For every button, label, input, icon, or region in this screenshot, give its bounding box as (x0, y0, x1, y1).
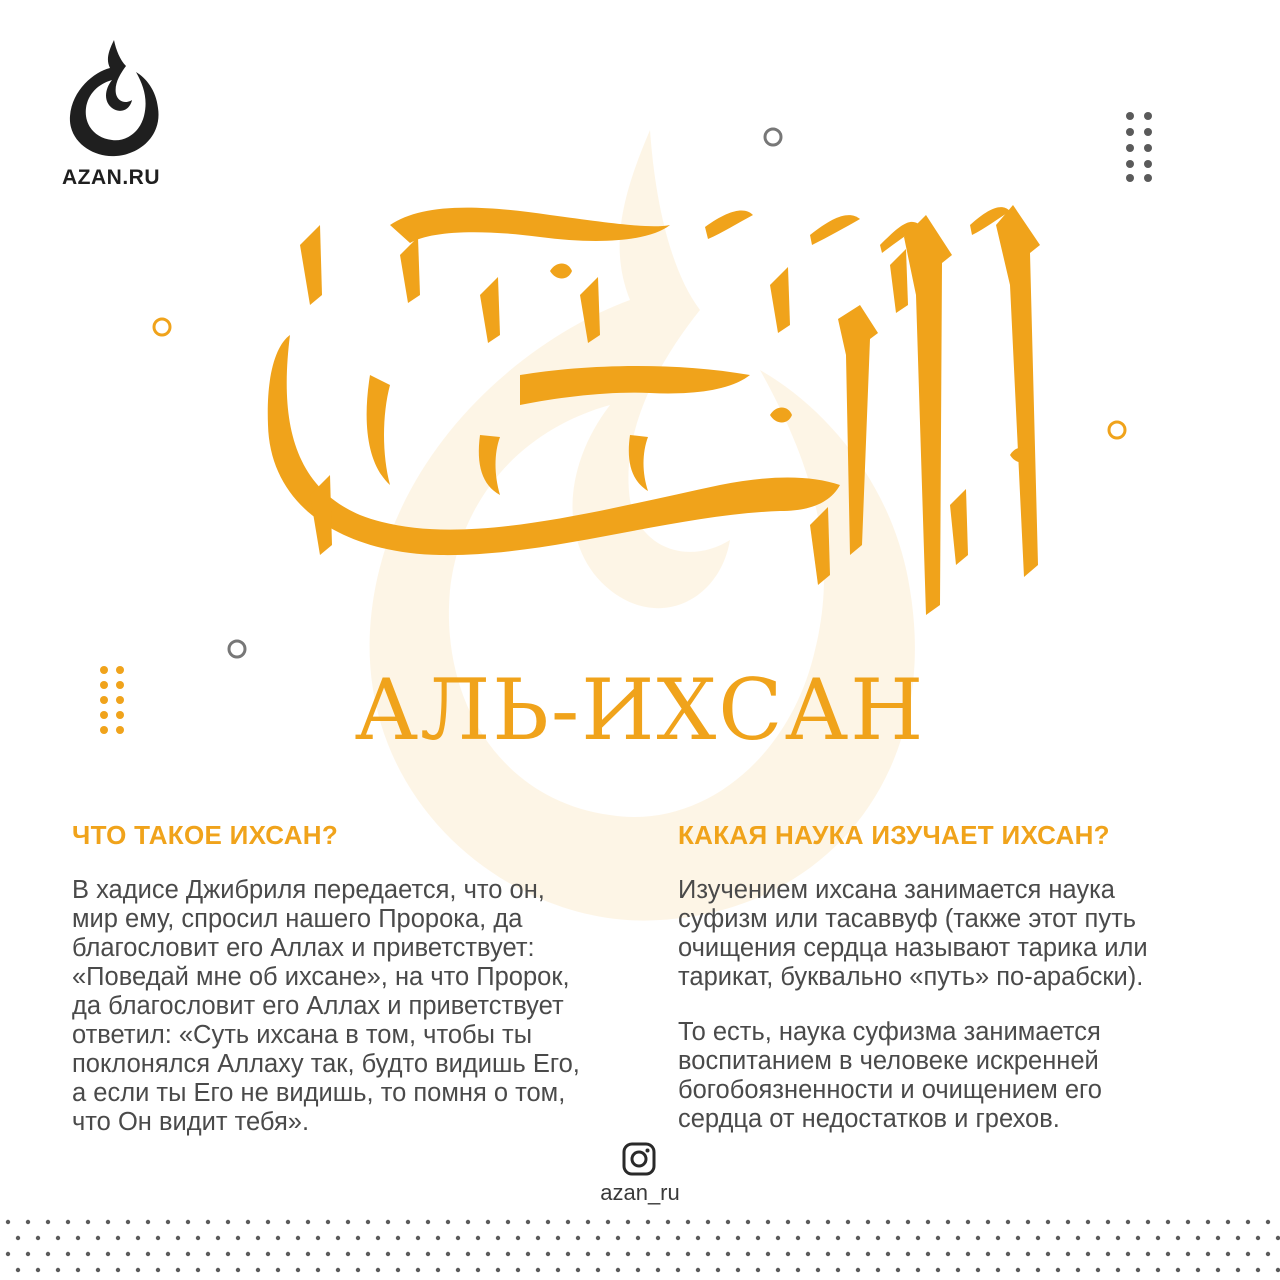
footer-dot (356, 1268, 360, 1272)
footer-dot (636, 1236, 640, 1240)
footer-dot (376, 1236, 380, 1240)
footer-dot (796, 1236, 800, 1240)
footer-dot (266, 1252, 270, 1256)
footer-dot (1176, 1268, 1180, 1272)
footer-dot (126, 1220, 130, 1224)
text-line: «Поведай мне об ихсане», на что Пророк, (72, 963, 570, 991)
footer-dot (896, 1268, 900, 1272)
footer-dot (766, 1252, 770, 1256)
footer-dot (646, 1220, 650, 1224)
footer-dot (976, 1236, 980, 1240)
decorative-circle-icon (1106, 419, 1128, 441)
footer-dot (736, 1268, 740, 1272)
footer-dot (1126, 1252, 1130, 1256)
text-line: благословит его Аллах и приветствует: (72, 934, 535, 962)
section-text-which-science-2 (678, 1018, 1238, 1134)
footer-dot (796, 1268, 800, 1272)
footer-dot (86, 1220, 90, 1224)
footer-dot (546, 1220, 550, 1224)
footer-dot (806, 1252, 810, 1256)
text-line: ответил: «Суть ихсана в том, чтобы ты (72, 1021, 533, 1049)
footer-dot (236, 1268, 240, 1272)
footer-dot (1066, 1252, 1070, 1256)
footer-dot (396, 1268, 400, 1272)
footer-dot (496, 1268, 500, 1272)
footer-dot (386, 1252, 390, 1256)
footer-dot (996, 1268, 1000, 1272)
footer-dot (426, 1252, 430, 1256)
footer-dot (706, 1252, 710, 1256)
footer-dot (1156, 1236, 1160, 1240)
footer-dot (316, 1236, 320, 1240)
footer-dot (516, 1268, 520, 1272)
footer-dot (556, 1268, 560, 1272)
footer-dot (316, 1268, 320, 1272)
footer-dot (596, 1236, 600, 1240)
footer-dot (906, 1252, 910, 1256)
footer-dot (66, 1252, 70, 1256)
footer-dot (736, 1236, 740, 1240)
footer-dot (1106, 1220, 1110, 1224)
footer-dot (846, 1220, 850, 1224)
footer-dot (976, 1268, 980, 1272)
footer-dot (816, 1268, 820, 1272)
footer-dot (1226, 1220, 1230, 1224)
footer-dot (376, 1268, 380, 1272)
footer-dot (526, 1252, 530, 1256)
footer-dot (326, 1252, 330, 1256)
footer-dot (1146, 1252, 1150, 1256)
footer-dot (146, 1220, 150, 1224)
footer-dot (306, 1220, 310, 1224)
footer-dot (536, 1236, 540, 1240)
footer-dot (156, 1236, 160, 1240)
footer-dot (646, 1252, 650, 1256)
footer-dot (966, 1252, 970, 1256)
footer-dot (1046, 1220, 1050, 1224)
footer-dot (66, 1220, 70, 1224)
footer-dot (1026, 1220, 1030, 1224)
footer-dot (476, 1236, 480, 1240)
footer-dot (166, 1220, 170, 1224)
footer-dot (86, 1252, 90, 1256)
footer-dot (1226, 1252, 1230, 1256)
footer-dot (1136, 1236, 1140, 1240)
footer-dot (1146, 1220, 1150, 1224)
footer-dot (1236, 1236, 1240, 1240)
decorative-circle-icon (762, 126, 784, 148)
footer-dot (36, 1236, 40, 1240)
footer-dot (726, 1220, 730, 1224)
footer-dot (1276, 1268, 1280, 1272)
footer-dot (826, 1220, 830, 1224)
footer-dot (716, 1236, 720, 1240)
footer-dot (226, 1220, 230, 1224)
text-line: богобоязненности и очищением его (678, 1076, 1102, 1104)
footer-dot (206, 1252, 210, 1256)
footer-dot (216, 1236, 220, 1240)
footer-dot (346, 1220, 350, 1224)
footer-dot (186, 1252, 190, 1256)
footer-dot (436, 1268, 440, 1272)
footer-dot (296, 1268, 300, 1272)
footer-dot (586, 1252, 590, 1256)
footer-dot (466, 1220, 470, 1224)
footer-dot (786, 1252, 790, 1256)
footer-dot (1026, 1252, 1030, 1256)
footer-dot (416, 1236, 420, 1240)
footer-dot (236, 1236, 240, 1240)
footer-dot (276, 1236, 280, 1240)
footer-dot (956, 1236, 960, 1240)
footer-dot (966, 1220, 970, 1224)
footer-dot (1156, 1268, 1160, 1272)
footer-dot (486, 1220, 490, 1224)
footer-dot (6, 1220, 10, 1224)
footer-dot (346, 1252, 350, 1256)
decorative-dots-footer (0, 1210, 1280, 1280)
footer-dot (146, 1252, 150, 1256)
footer-dot (606, 1252, 610, 1256)
decorative-circle-icon (151, 316, 173, 338)
footer-dot (606, 1220, 610, 1224)
footer-dot (886, 1252, 890, 1256)
text-line: очищения сердца называют тарика или (678, 934, 1148, 962)
footer-dot (756, 1236, 760, 1240)
footer-dot (876, 1268, 880, 1272)
footer-dot (746, 1252, 750, 1256)
footer-dot (1136, 1268, 1140, 1272)
footer-dot (516, 1236, 520, 1240)
footer-dot (656, 1236, 660, 1240)
footer-dot (1086, 1252, 1090, 1256)
footer-dot (1126, 1220, 1130, 1224)
footer-dot (1196, 1236, 1200, 1240)
footer-dot (126, 1252, 130, 1256)
footer-dot (1256, 1268, 1260, 1272)
footer-dot (166, 1252, 170, 1256)
text-line: суфизм или тасаввуф (также этот путь (678, 905, 1137, 933)
footer-dot (1166, 1252, 1170, 1256)
footer-dot (926, 1220, 930, 1224)
footer-dot (936, 1268, 940, 1272)
footer-dot (416, 1268, 420, 1272)
footer-dot (586, 1220, 590, 1224)
footer-dot (1216, 1236, 1220, 1240)
footer-dot (176, 1268, 180, 1272)
footer-dot (396, 1236, 400, 1240)
footer-dot (556, 1236, 560, 1240)
footer-dot (1086, 1220, 1090, 1224)
footer-dot (186, 1220, 190, 1224)
footer-dot (696, 1236, 700, 1240)
footer-dot (326, 1220, 330, 1224)
footer-dot (1246, 1220, 1250, 1224)
footer-dot (16, 1268, 20, 1272)
footer-dot (1096, 1268, 1100, 1272)
footer-dot (836, 1236, 840, 1240)
footer-dot (46, 1220, 50, 1224)
footer-dot (286, 1252, 290, 1256)
footer-dot (56, 1268, 60, 1272)
footer-dot (1196, 1268, 1200, 1272)
footer-dot (1066, 1220, 1070, 1224)
footer-dot (1116, 1268, 1120, 1272)
footer-dot (626, 1252, 630, 1256)
footer-dot (756, 1268, 760, 1272)
footer-dot (356, 1236, 360, 1240)
footer-dot (886, 1220, 890, 1224)
decorative-circle-icon (226, 638, 248, 660)
footer-dot (386, 1220, 390, 1224)
footer-dot (56, 1236, 60, 1240)
footer-dot (106, 1220, 110, 1224)
footer-dot (936, 1236, 940, 1240)
section-heading-what-is-ihsan: ЧТО ТАКОЕ ИХСАН? (72, 820, 339, 850)
footer-dot (806, 1220, 810, 1224)
text-line: сердца от недостатков и грехов. (678, 1105, 1060, 1133)
footer-dot (6, 1252, 10, 1256)
footer-dot (1016, 1236, 1020, 1240)
footer-dot (406, 1220, 410, 1224)
footer-dot (76, 1236, 80, 1240)
footer-dot (1096, 1236, 1100, 1240)
footer-dot (906, 1220, 910, 1224)
footer-dot (336, 1236, 340, 1240)
footer-dot (446, 1252, 450, 1256)
footer-dot (486, 1252, 490, 1256)
text-line: поклонялся Аллаху так, будто видишь Его, (72, 1050, 580, 1078)
footer-dot (366, 1220, 370, 1224)
footer-dot (686, 1252, 690, 1256)
text-line: Изучением ихсана занимается наука (678, 876, 1115, 904)
footer-dot (926, 1252, 930, 1256)
instagram-handle[interactable]: azan_ru (600, 1180, 680, 1205)
footer-dot (1116, 1236, 1120, 1240)
text-line: а если ты Его не видишь, то помня о том, (72, 1079, 566, 1107)
text-line: да благословит его Аллах и приветствует (72, 992, 564, 1020)
footer-dot (16, 1236, 20, 1240)
footer-dot (256, 1268, 260, 1272)
footer-dot (256, 1236, 260, 1240)
decorative-dots-grid (1124, 110, 1156, 184)
footer-dot (1056, 1236, 1060, 1240)
footer-dot (26, 1220, 30, 1224)
footer-dot (536, 1268, 540, 1272)
footer-dot (946, 1220, 950, 1224)
footer-dot (676, 1268, 680, 1272)
footer-dot (776, 1268, 780, 1272)
footer-dot (526, 1220, 530, 1224)
footer-dot (706, 1220, 710, 1224)
footer-dot (866, 1252, 870, 1256)
footer-dot (1046, 1252, 1050, 1256)
section-text-what-is-ihsan (72, 876, 662, 1137)
footer-dot (576, 1236, 580, 1240)
footer-dot (286, 1220, 290, 1224)
footer-dot (506, 1252, 510, 1256)
text-line: воспитанием в человеке искренней (678, 1047, 1099, 1075)
footer-dot (1006, 1252, 1010, 1256)
footer-dot (986, 1220, 990, 1224)
footer-dot (246, 1252, 250, 1256)
footer-dot (836, 1268, 840, 1272)
footer-dot (1036, 1236, 1040, 1240)
footer-dot (1056, 1268, 1060, 1272)
footer-dot (786, 1220, 790, 1224)
azan-logo-icon (64, 38, 164, 160)
footer-dot (26, 1252, 30, 1256)
footer-dot (1016, 1268, 1020, 1272)
footer-dot (366, 1252, 370, 1256)
footer-dot (1276, 1236, 1280, 1240)
footer-dot (306, 1252, 310, 1256)
footer-dot (176, 1236, 180, 1240)
footer-dot (246, 1220, 250, 1224)
footer-dot (116, 1268, 120, 1272)
footer-dot (946, 1252, 950, 1256)
footer-dot (1076, 1236, 1080, 1240)
footer-dot (336, 1268, 340, 1272)
footer-dot (666, 1252, 670, 1256)
footer-dot (956, 1268, 960, 1272)
footer-dot (1266, 1252, 1270, 1256)
footer-dot (686, 1220, 690, 1224)
footer-dot (116, 1236, 120, 1240)
footer-dot (446, 1220, 450, 1224)
footer-dot (696, 1268, 700, 1272)
footer-dot (1036, 1268, 1040, 1272)
text-line: мир ему, спросил нашего Пророка, да (72, 905, 523, 933)
footer-dot (636, 1268, 640, 1272)
footer-dot (616, 1268, 620, 1272)
footer-dot (726, 1252, 730, 1256)
footer-dot (1216, 1268, 1220, 1272)
footer-dot (996, 1236, 1000, 1240)
footer-dot (866, 1220, 870, 1224)
footer-dot (1176, 1236, 1180, 1240)
footer-dot (776, 1236, 780, 1240)
footer-dot (1206, 1252, 1210, 1256)
footer-dot (1246, 1252, 1250, 1256)
footer-dot (406, 1252, 410, 1256)
footer-dot (436, 1236, 440, 1240)
footer-dot (1256, 1236, 1260, 1240)
footer-dot (856, 1236, 860, 1240)
footer-dot (456, 1236, 460, 1240)
footer-dot (666, 1220, 670, 1224)
footer-dot (36, 1268, 40, 1272)
footer-dot (716, 1268, 720, 1272)
footer-dot (456, 1268, 460, 1272)
footer-dot (896, 1236, 900, 1240)
footer-dot (1206, 1220, 1210, 1224)
footer-dot (1076, 1268, 1080, 1272)
footer-dot (916, 1268, 920, 1272)
footer-dot (876, 1236, 880, 1240)
footer-dot (1236, 1268, 1240, 1272)
footer-dot (136, 1268, 140, 1272)
footer-dot (476, 1268, 480, 1272)
footer-dot (626, 1220, 630, 1224)
footer-dot (1186, 1252, 1190, 1256)
footer-dot (496, 1236, 500, 1240)
footer-dot (206, 1220, 210, 1224)
text-line: В хадисе Джибриля передается, что он, (72, 876, 545, 904)
footer-dot (576, 1268, 580, 1272)
footer-dot (1266, 1220, 1270, 1224)
text-line: что Он видит тебя». (72, 1108, 310, 1136)
instagram-icon[interactable] (622, 1142, 656, 1176)
footer-dot (916, 1236, 920, 1240)
footer-dot (136, 1236, 140, 1240)
footer-dot (196, 1268, 200, 1272)
footer-dot (856, 1268, 860, 1272)
footer-dot (96, 1236, 100, 1240)
footer-dot (986, 1252, 990, 1256)
footer-dot (846, 1252, 850, 1256)
footer-dot (676, 1236, 680, 1240)
footer-dot (656, 1268, 660, 1272)
footer-dot (826, 1252, 830, 1256)
footer-dot (266, 1220, 270, 1224)
footer-dot (226, 1252, 230, 1256)
text-line: То есть, наука суфизма занимается (678, 1018, 1101, 1046)
footer-dot (1006, 1220, 1010, 1224)
footer-dot (816, 1236, 820, 1240)
footer-dot (596, 1268, 600, 1272)
footer-dot (466, 1252, 470, 1256)
footer-dot (76, 1268, 80, 1272)
footer-dot (546, 1252, 550, 1256)
footer-dot (1186, 1220, 1190, 1224)
footer-dot (566, 1252, 570, 1256)
text-line: тарикат, буквально «путь» по-арабски). (678, 963, 1144, 991)
footer-dot (196, 1236, 200, 1240)
footer-dot (426, 1220, 430, 1224)
footer-dot (156, 1268, 160, 1272)
footer-dot (506, 1220, 510, 1224)
footer-dot (46, 1252, 50, 1256)
footer-dot (216, 1268, 220, 1272)
footer-dot (746, 1220, 750, 1224)
footer-dot (766, 1220, 770, 1224)
footer-dot (616, 1236, 620, 1240)
footer-dot (106, 1252, 110, 1256)
footer-dot (96, 1268, 100, 1272)
brand-name[interactable]: AZAN.RU (62, 166, 160, 189)
footer-dot (276, 1268, 280, 1272)
footer-dot (1166, 1220, 1170, 1224)
footer-dot (1106, 1252, 1110, 1256)
arabic-calligraphy (250, 185, 1070, 630)
footer-dot (566, 1220, 570, 1224)
section-text-which-science-1 (678, 876, 1238, 992)
section-heading-which-science: КАКАЯ НАУКА ИЗУЧАЕТ ИХСАН? (678, 820, 1110, 850)
main-title: АЛЬ-ИХСАН (354, 661, 926, 759)
footer-dot (296, 1236, 300, 1240)
